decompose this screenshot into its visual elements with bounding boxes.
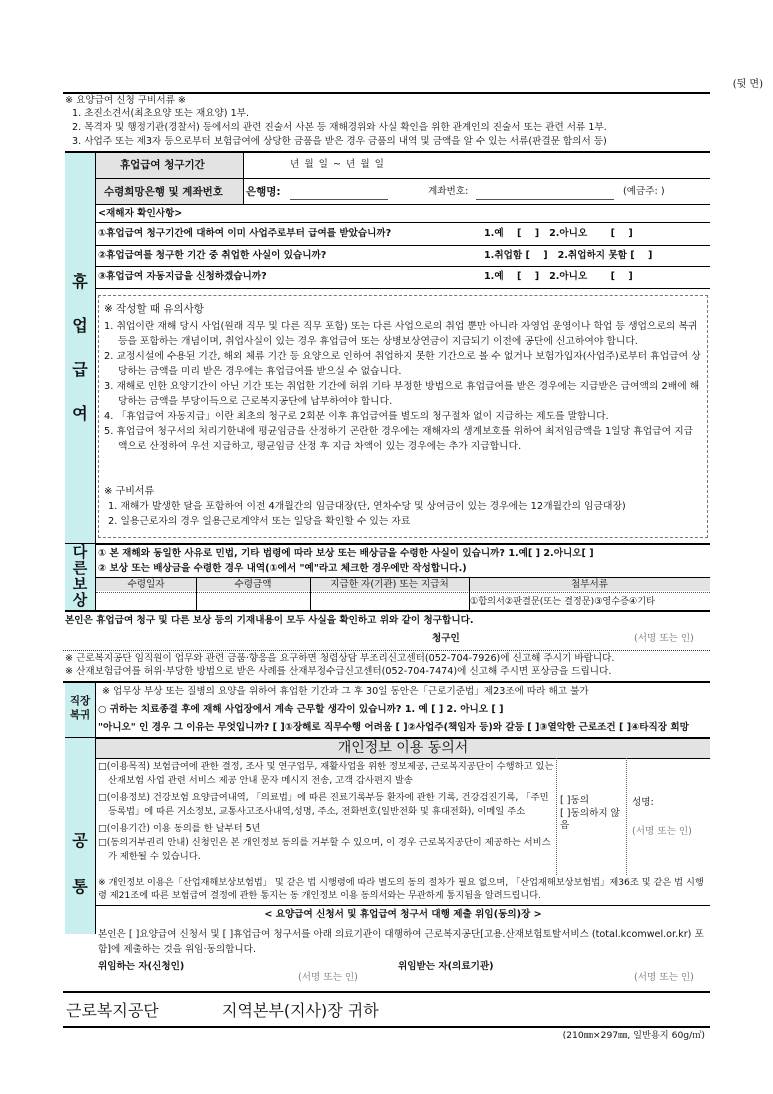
hyu-side-char: 업 (72, 316, 88, 335)
delegate-text: 본인은 [ ]요양급여 신청서 및 [ ]휴업급여 청구서를 아래 의료기관이 대행하여 근로복지공단[고용.산재보험토탈서비스 (total.kcomwel.or.kr) 포함]에 제출하는 것을 위임·동의합니다. (98, 929, 704, 955)
comp-header: 첨부서류 (570, 579, 609, 590)
delegator-label: 위임하는 자(신청인) (98, 961, 185, 972)
hyu-side-cell (65, 151, 95, 543)
notes-list (104, 319, 702, 454)
docs-title: ※ 요양급여 신청 구비서류 ※ (65, 95, 186, 106)
paper-spec: (210㎜×297㎜, 일반용지 60g/㎡) (562, 1030, 705, 1041)
bank-label: 수령희망은행 및 계좌번호 (104, 186, 223, 198)
claim-sign[interactable]: (서명 또는 인) (634, 633, 694, 644)
privacy-refuse: □(동의거부권리 안내) 신청인은 본 개인정보 동의를 거부할 수 있으며, 이 경우 근로복지공단이 제공하는 서비스가 제한될 수 있습니다. (98, 837, 551, 862)
note-item: 5. 휴업급여 청구서의 처리기한내에 평균임금을 산정하기 곤란한 경우에는 재해자의 생계보호를 위하여 최저임금액을 1일당 휴업급여 지급액으로 산정하여 우선 지급하고, 평균임금 산정 후 지급 차액이 있는 경우에는 추가 지급합니다. (104, 426, 694, 452)
claimant-label: 청구인 (432, 633, 460, 644)
note-item: 4. 「휴업급여 자동지급」이란 최초의 청구로 2회분 이후 휴업급여를 별도의 청구절차 없이 지급하는 제도를 말합니다. (104, 411, 609, 422)
q3-options[interactable]: 1.예 [ ] 2.아니오 [ ] (484, 271, 633, 282)
holder-label[interactable]: (예금주: ) (623, 186, 665, 197)
notice-line: ※ 근로복지공단 임직원이 업무와 관련 금품·향응을 요구하면 청렴상담 부조리신고센터(052-704-7926)에 신고해 주시기 바랍니다. (65, 653, 615, 664)
q1-text: ①휴업급여 청구기간에 대하여 이미 사업주로부터 급여를 받았습니까? (98, 228, 392, 239)
notice-line: ※ 산재보험급여를 허위·부당한 방법으로 받은 사례를 산재부정수급신고센터(052-704-7474)에 신고해 주시면 포상금을 드립니다. (65, 666, 612, 677)
delegator-sign[interactable]: (서명 또는 인) (298, 972, 358, 983)
job-line-1: ※ 업무상 부상 또는 질병의 요양을 위하여 휴업한 기간과 그 후 30일 동안은「근로기준법」제23조에 따라 해고 불가 (102, 686, 589, 697)
common-side-char: 통 (72, 877, 88, 896)
page-side-label: (뒷 면) (732, 79, 763, 90)
job-line-2[interactable]: ○ 귀하는 치료종결 후에 재해 사업장에서 계속 근무할 생각이 있습니까? 1. 예 [ ] 2. 아니오 [ ] (98, 704, 504, 715)
delegatee-sign[interactable]: (서명 또는 인) (634, 972, 694, 983)
comp-q2: ② 보상 또는 배상금을 수령한 경우 내역(①에서 "예"라고 체크한 경우에만 작성합니다.) (98, 563, 467, 574)
q1-options[interactable]: 1.예 [ ] 2.아니오 [ ] (484, 228, 633, 239)
docs-item: 1. 초진소견서(최초요양 또는 재요양) 1부. (72, 108, 250, 119)
comp-header: 수령일자 (127, 579, 165, 590)
account-field[interactable] (476, 199, 614, 200)
comp-header: 수령금액 (234, 579, 272, 590)
disagree-checkbox[interactable]: [ ]동의하지 않음 (560, 808, 620, 831)
privacy-info: □(이용정보) 건강보험 요양급여내역, 「의료법」에 따른 진료기록부등 환자에 관한 기록, 건강검진기록, 「주민등록법」에 따른 거소정보, 교통사고조사내역,성명, 주소, 전화번호(일반전화 및 휴대전화), 이메일 주소 (98, 792, 549, 817)
privacy-purpose: □(이용목적) 보험급여에 관한 결정, 조사 및 연구업무, 재활사업을 위한 정보제공, 근로복지공단이 수행하고 있는 산재보험 사업 관련 서비스 제공 안내 문자 메시지 전송, 고객 감사편지 발송 (98, 761, 554, 786)
confirm-title: <재해자 확인사항> (98, 208, 183, 219)
period-value[interactable]: 년 월 일 ~ 년 월 일 (290, 159, 385, 170)
q3-text: ③휴업급여 자동지급을 신청하겠습니까? (98, 271, 267, 282)
job-side-label: 직장 복귀 (69, 695, 91, 721)
common-side-char: 공 (72, 831, 88, 850)
footer-org: 근로복지공단 (66, 1001, 159, 1020)
note-item: 3. 재해로 인한 요양기간이 아닌 기간 또는 취업한 기간에 허위 기타 부정한 방법으로 휴업급여를 받은 경우에는 지급받은 급여액의 2배에 해당하는 금액을 부당이득으로 근로복지공단에 납부하여야 합니다. (104, 381, 700, 407)
hyu-side-char: 급 (72, 360, 88, 379)
prep-item: 2. 일용근로자의 경우 일용근로계약서 또는 일당을 확인할 수 있는 자료 (108, 516, 411, 527)
privacy-sign[interactable]: (서명 또는 인) (632, 826, 692, 837)
comp-header: 지급한 자(기관) 또는 지급처 (330, 579, 449, 590)
q2-options[interactable]: 1.취업함 [ ] 2.취업하지 못함 [ ] (484, 250, 653, 261)
note-item: 2. 교정시설에 수용된 기간, 해외 체류 기간 등 요양으로 인하여 취업하지 못한 기간으로 볼 수 없거나 보험가입자(사업주)로부터 휴업급여 상당하는 금액을 미리 받은 경우에는 휴업급여를 받으실 수 없습니다. (104, 351, 701, 377)
agree-checkbox[interactable]: [ ]동의 (560, 795, 590, 806)
job-line-3[interactable]: "아니오" 인 경우 그 이유는 무엇입니까? [ ]①장해로 직무수행 어려움 [ ]②사업주(책임자 등)와 갈등 [ ]③열악한 근로조건 [ ]④타직장 희망 (98, 722, 689, 733)
delegate-title: < 요양급여 신청서 및 휴업급여 청구서 대행 제출 위임(동의)장 > (264, 909, 542, 920)
claim-statement: 본인은 휴업급여 청구 및 다른 보상 등의 기재내용이 모두 사실을 확인하고 위와 같이 청구합니다. (65, 615, 474, 626)
footer-dest: 지역본부(지사)장 귀하 (222, 1001, 379, 1020)
account-label: 계좌번호: (428, 186, 469, 197)
q2-text: ②휴업급여를 청구한 기간 중 취업한 사실이 있습니까? (98, 250, 327, 261)
comp-attach[interactable]: ①합의서②판결문(또는 결정문)③영수증④기타 (470, 596, 656, 607)
prep-title: ※ 구비서류 (104, 486, 155, 497)
prep-item: 1. 재해가 발생한 달을 포함하여 이전 4개월간의 임금대장(단, 연차수당 및 상여금이 있는 경우에는 12개월간의 임금대장) (108, 501, 626, 512)
hyu-side-char: 휴 (72, 272, 88, 291)
privacy-name-label[interactable]: 성명: (632, 797, 654, 808)
period-label: 휴업급여 청구기간 (120, 159, 205, 171)
bank-name-label: 은행명: (246, 186, 281, 198)
comp-side-label: 다 른 보 상 (72, 543, 88, 609)
docs-item: 3. 사업주 또는 제3자 등으로부터 보험급여에 상당한 금품을 받은 경우 금품의 내역 및 금액을 알 수 있는 서류(판결문 합의서 등) (72, 136, 607, 147)
hyu-side-char: 여 (72, 404, 88, 423)
privacy-note: ※ 개인정보 이용은「산업재해보상보험법」 및 같은 법 시행령에 따라 별도의 동의 절차가 필요 없으며, 「산업재해보상보험법」제36조 및 같은 법 시행령 제21조에 따른 보험급여 결정에 관한 통지는 동 개인정보 이용 동의서와는 무관하게 통지됨을 알려드립니다. (98, 877, 704, 901)
privacy-body (98, 760, 556, 864)
privacy-title: 개인정보 이용 동의서 (337, 740, 469, 756)
docs-item: 2. 목격자 및 행정기관(경찰서) 등에서의 관련 진술서 사본 등 재해경위와 사실 확인을 위한 관계인의 진술서 또는 관련 서류 1부. (72, 122, 607, 133)
bank-name-field[interactable] (290, 199, 388, 200)
comp-q1[interactable]: ① 본 재해와 동일한 사유로 민법, 기타 법령에 따라 보상 또는 배상금을 수령한 사실이 있습니까? 1.예[ ] 2.아니오[ ] (98, 548, 594, 559)
notes-title: ※ 작성할 때 유의사항 (104, 303, 204, 315)
delegatee-label: 위임받는 자(의료기관) (398, 961, 494, 972)
note-item: 1. 취업이란 재해 당시 사업(원래 직무 및 다른 직무 포함) 또는 다른 사업으로의 취업 뿐만 아니라 자영업 운영이나 학업 등 생업으로의 복귀 등을 포함하는 개념이며, 취업사실이 있는 경우 휴업급여 또는 상병보상연금이 지급되기 이전에 공단에 신고하여야 합니다. (104, 321, 698, 347)
privacy-period: □(이용기간) 이용 동의를 한 날부터 5년 (98, 823, 261, 834)
